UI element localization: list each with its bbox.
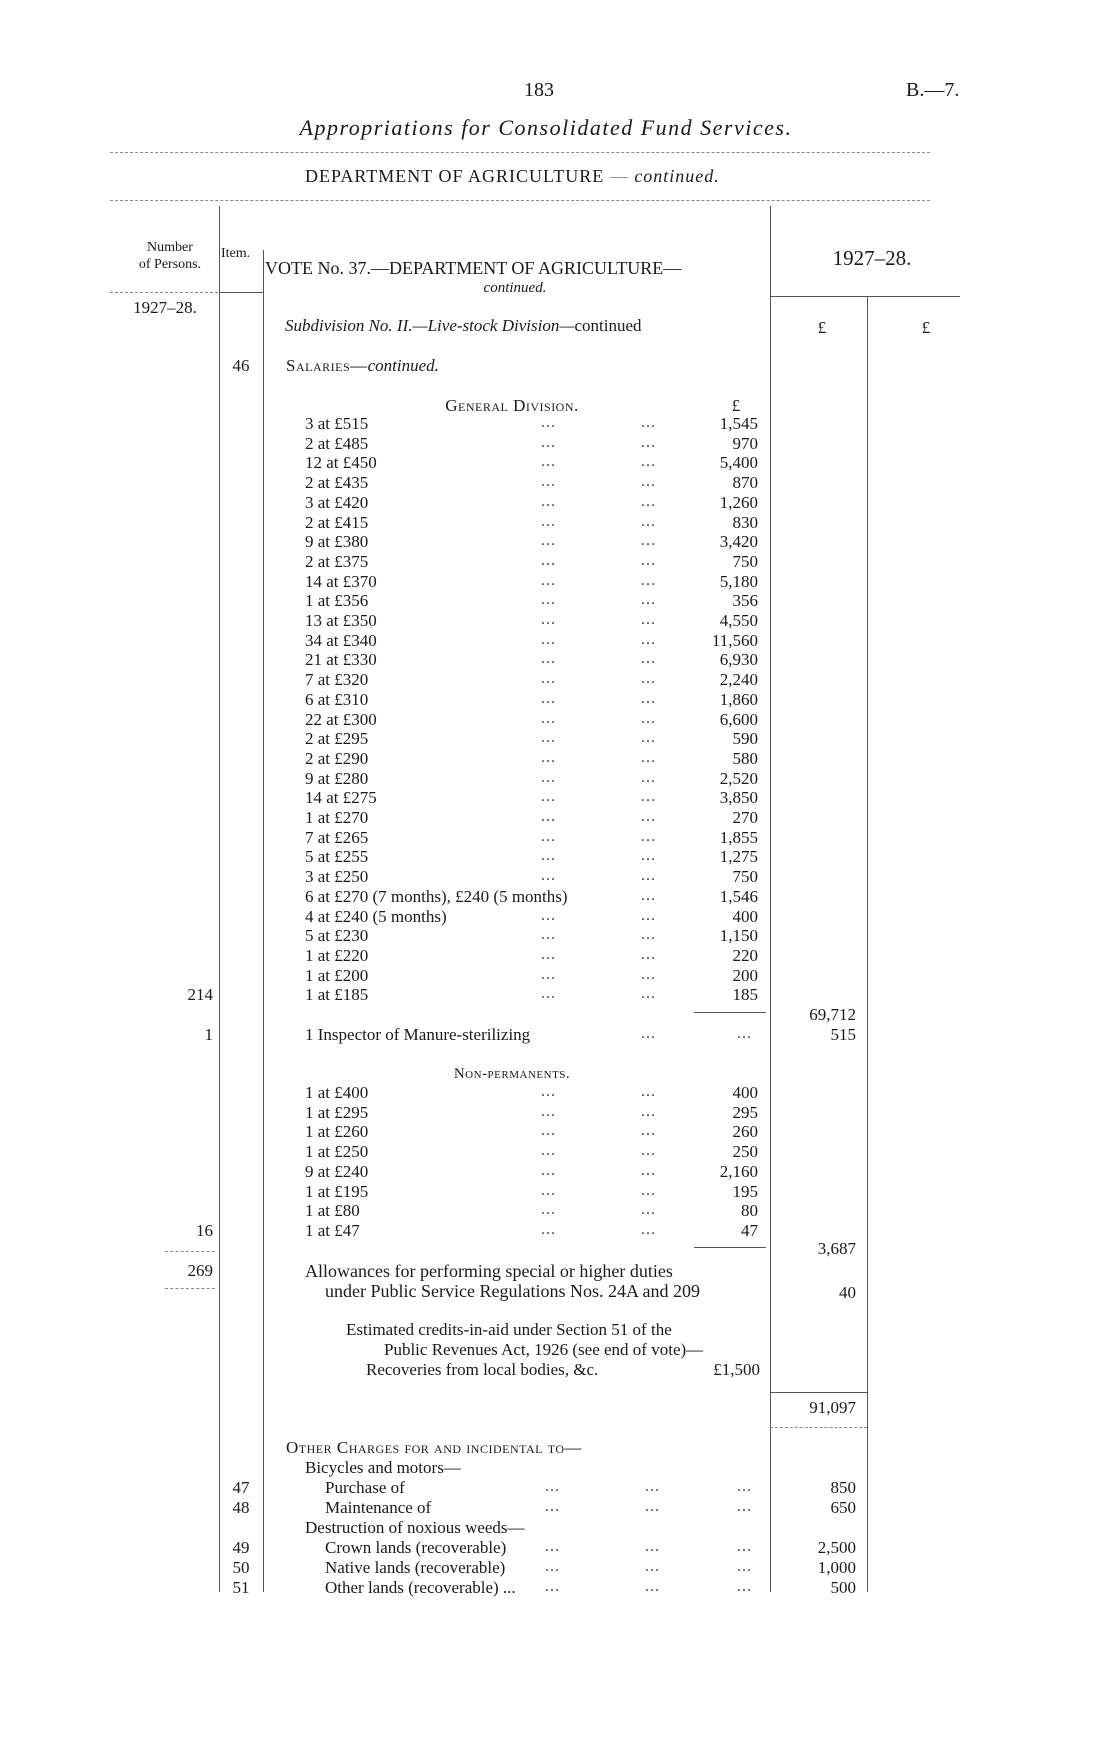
leader-dots: ...: [641, 1025, 656, 1042]
leader-dots: ...: [541, 1162, 556, 1179]
salary-row-amount: 400: [732, 907, 758, 926]
salary-row-amount: 2,240: [719, 670, 758, 689]
leader-dots: ...: [641, 1182, 656, 1199]
salary-row-desc: 2 at £375: [305, 552, 369, 571]
salary-row-desc: 6 at £310: [305, 690, 369, 709]
salary-row-amount: 220: [732, 946, 758, 965]
leader-dots: ...: [641, 985, 656, 1002]
salary-row-desc: 14 at £275: [305, 788, 377, 807]
leader-dots: ...: [641, 1103, 656, 1120]
leader-dots: ...: [641, 907, 656, 924]
leader-dots: ...: [541, 1221, 556, 1238]
leader-dots: ...: [645, 1538, 660, 1555]
non-permanents-persons: 16: [196, 1221, 213, 1240]
general-subtotal-rule: [694, 1012, 766, 1013]
year-heading: 1927–28.: [832, 246, 912, 270]
salary-row-amount: 1,150: [719, 926, 758, 945]
general-pound-sign: £: [731, 396, 741, 415]
leader-dots: ...: [641, 670, 656, 687]
salary-row-amount: 870: [732, 473, 758, 492]
leader-dots: ...: [545, 1538, 560, 1555]
rule-persons-item: [219, 206, 220, 1592]
general-total: 69,712: [809, 1005, 856, 1024]
salaries-total: 91,097: [809, 1398, 856, 1417]
other-charges-heading: Other Charges for and incidental to—: [286, 1438, 583, 1457]
leader-dots: ...: [545, 1498, 560, 1515]
leader-dots: ...: [737, 1578, 752, 1595]
persons-year: 1927–28.: [133, 298, 197, 317]
salary-row-desc: 1 at £356: [305, 591, 369, 610]
salary-row-amount: 750: [732, 867, 758, 886]
leader-dots: ...: [641, 710, 656, 727]
leader-dots: ...: [641, 788, 656, 805]
leader-dots: ...: [541, 847, 556, 864]
salary-row-amount: 970: [732, 434, 758, 453]
leader-dots: ...: [641, 1142, 656, 1159]
salary-row-desc: 2 at £290: [305, 749, 369, 768]
leader-dots: ...: [641, 828, 656, 845]
leader-dots: ...: [541, 729, 556, 746]
non-permanent-row-amount: 2,160: [719, 1162, 758, 1181]
leader-dots: ...: [641, 887, 656, 904]
total-persons: 269: [187, 1261, 213, 1280]
salaries-total-bottom-rule: [770, 1427, 867, 1428]
salary-row-desc: 9 at £380: [305, 532, 369, 551]
charge-desc: Other lands (recoverable) ...: [325, 1578, 516, 1597]
non-permanent-row-desc: 1 at £250: [305, 1142, 369, 1161]
leader-dots: ...: [541, 453, 556, 470]
charge-amount: 850: [830, 1478, 856, 1497]
leader-dots: ...: [641, 591, 656, 608]
salary-row-amount: 1,545: [719, 414, 758, 433]
leader-dots: ...: [541, 1182, 556, 1199]
salary-row-desc: 5 at £230: [305, 926, 369, 945]
leader-dots: ...: [541, 808, 556, 825]
noxious-weeds-heading: Destruction of noxious weeds—: [305, 1518, 525, 1537]
header-item: Item.: [221, 246, 251, 261]
pound-sign-col2: £: [921, 318, 931, 337]
leader-dots: ...: [645, 1478, 660, 1495]
leader-dots: ...: [541, 552, 556, 569]
salary-row-desc: 7 at £320: [305, 670, 369, 689]
title-rule: [110, 152, 930, 153]
leader-dots: ...: [541, 1201, 556, 1218]
charge-item-number: 47: [232, 1478, 250, 1497]
inspector-desc: 1 Inspector of Manure-sterilizing: [305, 1025, 531, 1044]
leader-dots: ...: [641, 650, 656, 667]
charge-desc: Purchase of: [325, 1478, 405, 1497]
credits-amount: £1,500: [713, 1360, 760, 1379]
non-permanents-heading: Non-permanents.: [453, 1066, 571, 1082]
leader-dots: ...: [541, 473, 556, 490]
non-permanent-row-amount: 295: [732, 1103, 758, 1122]
leader-dots: ...: [641, 926, 656, 943]
charge-amount: 1,000: [817, 1558, 856, 1577]
leader-dots: ...: [541, 611, 556, 628]
salary-row-desc: 13 at £350: [305, 611, 377, 630]
leader-dots: ...: [641, 749, 656, 766]
leader-dots: ...: [645, 1578, 660, 1595]
leader-dots: ...: [737, 1538, 752, 1555]
charge-desc: Native lands (recoverable): [325, 1558, 506, 1577]
credits-line-1: Estimated credits-in-aid under Section 51 of the: [346, 1320, 672, 1339]
leader-dots: ...: [541, 966, 556, 983]
salary-row-desc: 5 at £255: [305, 847, 369, 866]
document-reference: B.—7.: [906, 79, 960, 101]
salary-row-amount: 6,930: [719, 650, 758, 669]
salary-row-amount: 6,600: [719, 710, 758, 729]
subdivision-title: Subdivision No. II.—Live-stock Division—: [285, 316, 575, 335]
salary-row-desc: 2 at £485: [305, 434, 369, 453]
leader-dots: ...: [541, 572, 556, 589]
leader-dots: ...: [641, 1083, 656, 1100]
leader-dots: ...: [737, 1025, 752, 1042]
salary-row-amount: 11,560: [711, 631, 758, 650]
leader-dots: ...: [541, 985, 556, 1002]
salary-row-desc: 3 at £420: [305, 493, 369, 512]
leader-dots: ...: [541, 828, 556, 845]
salary-row-amount: 4,550: [719, 611, 758, 630]
leader-dots: ...: [641, 1201, 656, 1218]
leader-dots: ...: [541, 926, 556, 943]
vote-title: VOTE No. 37.—DEPARTMENT OF AGRICULTURE—: [265, 258, 682, 278]
salary-row-amount: 1,260: [719, 493, 758, 512]
leader-dots: ...: [541, 769, 556, 786]
leader-dots: ...: [545, 1478, 560, 1495]
non-permanent-row-desc: 1 at £400: [305, 1083, 369, 1102]
leader-dots: ...: [641, 867, 656, 884]
non-permanent-row-desc: 1 at £195: [305, 1182, 369, 1201]
salary-row-amount: 200: [732, 966, 758, 985]
leader-dots: ...: [641, 414, 656, 431]
allowances-amount: 40: [839, 1283, 856, 1302]
inspector-amount: 515: [830, 1025, 856, 1044]
persons-header-rule: [110, 292, 218, 293]
persons-sum-rule: [165, 1251, 215, 1252]
salary-row-desc: 21 at £330: [305, 650, 377, 669]
leader-dots: ...: [541, 1103, 556, 1120]
pound-sign-col1: £: [817, 318, 827, 337]
non-permanents-subtotal-rule: [694, 1247, 766, 1248]
non-permanent-row-desc: 1 at £260: [305, 1122, 369, 1141]
non-permanent-row-amount: 195: [732, 1182, 758, 1201]
non-permanent-row-desc: 1 at £295: [305, 1103, 369, 1122]
leader-dots: ...: [641, 453, 656, 470]
salary-row-amount: 5,180: [719, 572, 758, 591]
rule-description-amount: [770, 206, 771, 1592]
non-permanent-row-amount: 250: [732, 1142, 758, 1161]
leader-dots: ...: [645, 1498, 660, 1515]
leader-dots: ...: [641, 1162, 656, 1179]
vote-continued: continued.: [483, 280, 547, 296]
rule-amount-total: [867, 296, 868, 1592]
leader-dots: ...: [541, 650, 556, 667]
salary-row-amount: 3,850: [719, 788, 758, 807]
leader-dots: ...: [641, 513, 656, 530]
salary-row-amount: 270: [732, 808, 758, 827]
leader-dots: ...: [641, 611, 656, 628]
salary-row-amount: 1,546: [719, 887, 758, 906]
leader-dots: ...: [541, 749, 556, 766]
salary-row-desc: 1 at £270: [305, 808, 369, 827]
subdivision-continued: continued: [574, 316, 642, 335]
salary-row-amount: 590: [732, 729, 758, 748]
salary-row-desc: 1 at £185: [305, 985, 369, 1004]
department-name: DEPARTMENT OF AGRICULTURE: [305, 166, 605, 186]
leader-dots: ...: [541, 414, 556, 431]
leader-dots: ...: [541, 513, 556, 530]
salaries-label: Salaries—: [286, 356, 368, 375]
leader-dots: ...: [541, 434, 556, 451]
charge-item-number: 48: [232, 1498, 250, 1517]
allowances-line-1: Allowances for performing special or higher duties: [305, 1261, 673, 1281]
leader-dots: ...: [541, 670, 556, 687]
non-permanent-row-amount: 400: [732, 1083, 758, 1102]
salary-row-desc: 1 at £220: [305, 946, 369, 965]
item-number: 46: [232, 356, 250, 375]
credits-line-2: Public Revenues Act, 1926 (see end of vote)—: [384, 1340, 704, 1359]
leader-dots: ...: [641, 808, 656, 825]
leader-dots: ...: [541, 710, 556, 727]
table-top-rule: [110, 200, 930, 201]
leader-dots: ...: [541, 788, 556, 805]
leader-dots: ...: [641, 690, 656, 707]
general-division-heading: General Division.: [445, 396, 579, 415]
leader-dots: ...: [737, 1558, 752, 1575]
subdivision-heading: [285, 316, 642, 336]
salaries-continued: continued.: [367, 356, 439, 375]
salary-row-desc: 9 at £280: [305, 769, 369, 788]
salary-row-amount: 1,860: [719, 690, 758, 709]
leader-dots: ...: [641, 847, 656, 864]
salary-row-desc: 22 at £300: [305, 710, 377, 729]
leader-dots: ...: [541, 1142, 556, 1159]
amount-header-rule: [770, 296, 960, 297]
salary-row-amount: 750: [732, 552, 758, 571]
leader-dots: ...: [641, 946, 656, 963]
leader-dots: ...: [641, 966, 656, 983]
salary-row-desc: 2 at £435: [305, 473, 369, 492]
non-permanent-row-desc: 1 at £80: [305, 1201, 360, 1220]
leader-dots: ...: [641, 493, 656, 510]
salary-row-amount: 5,400: [719, 453, 758, 472]
non-permanent-row-desc: 1 at £47: [305, 1221, 360, 1240]
leader-dots: ...: [641, 1122, 656, 1139]
salary-row-desc: 34 at £340: [305, 631, 377, 650]
page-title: Appropriations for Consolidated Fund Services.: [299, 115, 793, 140]
salary-row-desc: 2 at £295: [305, 729, 369, 748]
salary-row-amount: 1,275: [719, 847, 758, 866]
persons-total-rule: [165, 1288, 215, 1289]
header-of-persons: of Persons.: [138, 257, 202, 272]
leader-dots: ...: [737, 1498, 752, 1515]
general-persons-count: 214: [187, 985, 213, 1004]
salary-row-desc: 12 at £450: [305, 453, 377, 472]
leader-dots: ...: [641, 434, 656, 451]
salary-row-desc: 7 at £265: [305, 828, 369, 847]
charge-amount: 2,500: [817, 1538, 856, 1557]
leader-dots: ...: [541, 690, 556, 707]
salary-row-desc: 3 at £250: [305, 867, 369, 886]
salary-row-desc: 6 at £270 (7 months), £240 (5 months): [305, 887, 568, 906]
charge-desc: Maintenance of: [325, 1498, 432, 1517]
salaries-total-top-rule: [770, 1392, 867, 1393]
salary-row-amount: 580: [732, 749, 758, 768]
leader-dots: ...: [545, 1558, 560, 1575]
non-permanents-total: 3,687: [817, 1239, 856, 1258]
charge-item-number: 49: [232, 1538, 250, 1557]
non-permanent-row-desc: 9 at £240: [305, 1162, 369, 1181]
rule-item-description: [263, 250, 264, 1592]
leader-dots: ...: [541, 591, 556, 608]
charge-desc: Crown lands (recoverable): [325, 1538, 507, 1557]
allowances-line-2: under Public Service Regulations Nos. 24A and 209: [325, 1281, 700, 1301]
non-permanent-row-amount: 47: [741, 1221, 758, 1240]
page-number: 183: [524, 79, 554, 101]
non-permanent-row-amount: 260: [732, 1122, 758, 1141]
leader-dots: ...: [545, 1578, 560, 1595]
department-heading: DEPARTMENT OF AGRICULTURE — continued.: [305, 166, 720, 186]
bicycles-heading: Bicycles and motors—: [305, 1458, 461, 1477]
leader-dots: ...: [541, 493, 556, 510]
salary-row-amount: 356: [732, 591, 758, 610]
leader-dots: ...: [541, 1083, 556, 1100]
leader-dots: ...: [541, 907, 556, 924]
salary-row-amount: 2,520: [719, 769, 758, 788]
salary-row-desc: 2 at £415: [305, 513, 369, 532]
charge-amount: 650: [830, 1498, 856, 1517]
salary-row-desc: 4 at £240 (5 months): [305, 907, 447, 926]
leader-dots: ...: [641, 769, 656, 786]
salary-row-amount: 1,855: [719, 828, 758, 847]
leader-dots: ...: [645, 1558, 660, 1575]
leader-dots: ...: [541, 946, 556, 963]
leader-dots: ...: [641, 532, 656, 549]
salary-row-desc: 3 at £515: [305, 414, 369, 433]
charge-item-number: 50: [232, 1558, 250, 1577]
charge-item-number: 51: [232, 1578, 250, 1597]
non-permanent-row-amount: 80: [741, 1201, 758, 1220]
credits-line-3: Recoveries from local bodies, &c.: [366, 1360, 599, 1379]
department-continued: continued.: [634, 166, 720, 186]
leader-dots: ...: [641, 631, 656, 648]
leader-dots: ...: [541, 867, 556, 884]
leader-dots: ...: [541, 631, 556, 648]
leader-dots: ...: [641, 729, 656, 746]
charge-amount: 500: [830, 1578, 856, 1597]
leader-dots: ...: [641, 572, 656, 589]
salary-row-amount: 830: [732, 513, 758, 532]
leader-dots: ...: [641, 552, 656, 569]
leader-dots: ...: [737, 1478, 752, 1495]
leader-dots: ...: [541, 532, 556, 549]
leader-dots: ...: [541, 1122, 556, 1139]
header-number: Number: [147, 240, 193, 255]
leader-dots: ...: [641, 473, 656, 490]
leader-dots: ...: [641, 1221, 656, 1238]
salary-row-amount: 3,420: [719, 532, 758, 551]
salary-row-desc: 1 at £200: [305, 966, 369, 985]
salary-row-amount: 185: [732, 985, 758, 1004]
salaries-heading: [286, 356, 439, 376]
inspector-persons: 1: [204, 1025, 213, 1044]
salary-row-desc: 14 at £370: [305, 572, 377, 591]
item-header-rule: [220, 292, 263, 293]
